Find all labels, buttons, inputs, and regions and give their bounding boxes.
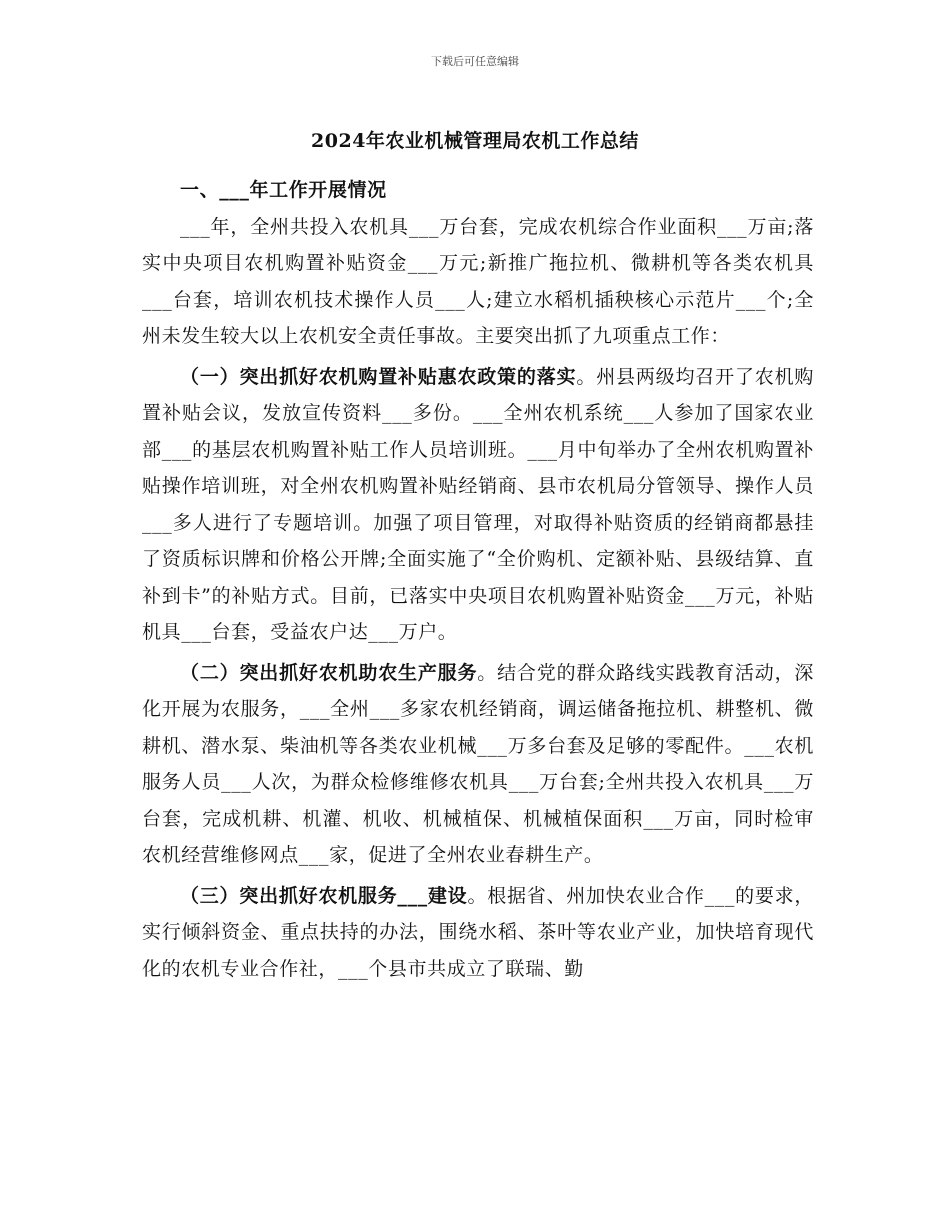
section-heading: 一、___年工作开展情况 <box>180 179 387 201</box>
item-paragraph-1 <box>142 359 814 651</box>
item-text-1: 。州县两级均召开了农机购置补贴会议，发放宣传资料___多份。___全州农机系统___人参加了国家农业部___的基层农机购置补贴工作人员培训班。___月中旬举办了全州农机购置补贴操作培训班，对全州农机购置补贴经销商、县市农机局分管领导、操作人员___多人进行了专题培训。加强了项目管理，对取得补贴资质的经销商都悬挂了资质标识牌和价格公开牌;全面实施了“全价购机、定额补贴、县级结算、直补到卡”的补贴方式。目前，已落实中央项目农机购置补贴资金___万元，补贴机具___台套，受益农户达___万户。 <box>142 365 814 643</box>
document-body <box>142 172 814 987</box>
item-text-2: 。结合党的群众路线实践教育活动，深化开展为农服务，___全州___多家农机经销商，调运储备拖拉机、耕整机、微耕机、潜水泵、柴油机等各类农业机械___万多台套及足够的零配件。___农机服务人员___人次，为群众检修维修农机具___万台套;全州共投入农机具___万台套，完成机耕、机灌、机收、机械植保、机械植保面积___万亩，同时检审农机经营维修网点___家，促进了全州农业春耕生产。 <box>142 661 814 866</box>
item-text-3: 。根据省、州加快农业合作___的要求，实行倾斜资金、重点扶持的办法，围绕水稻、茶叶等农业产业，加快培育现代化的农机专业合作社，___个县市共成立了联瑞、勤 <box>142 884 814 980</box>
item-heading-1: （一）突出抓好农机购置补贴惠农政策的落实 <box>180 365 577 388</box>
item-heading-3: （三）突出抓好农机服务___建设 <box>180 884 468 907</box>
item-paragraph-2 <box>142 655 814 874</box>
item-heading-2: （二）突出抓好农机助农生产服务 <box>180 661 478 684</box>
item-paragraph-3 <box>142 878 814 988</box>
intro-paragraph: ___年，全州共投入农机具___万台套，完成农机综合作业面积___万亩;落实中央项目农机购置补贴资金___万元;新推广拖拉机、微耕机等各类农机具___台套，培训农机技术操作人员___人;建立水稻机插秧核心示范片___个;全州未发生较大以上农机安全责任事故。主要突出抓了九项重点工作： <box>142 215 814 347</box>
page-header-note: 下载后可任意编辑 <box>431 55 519 68</box>
document-title: 2024年农业机械管理局农机工作总结 <box>311 130 639 152</box>
